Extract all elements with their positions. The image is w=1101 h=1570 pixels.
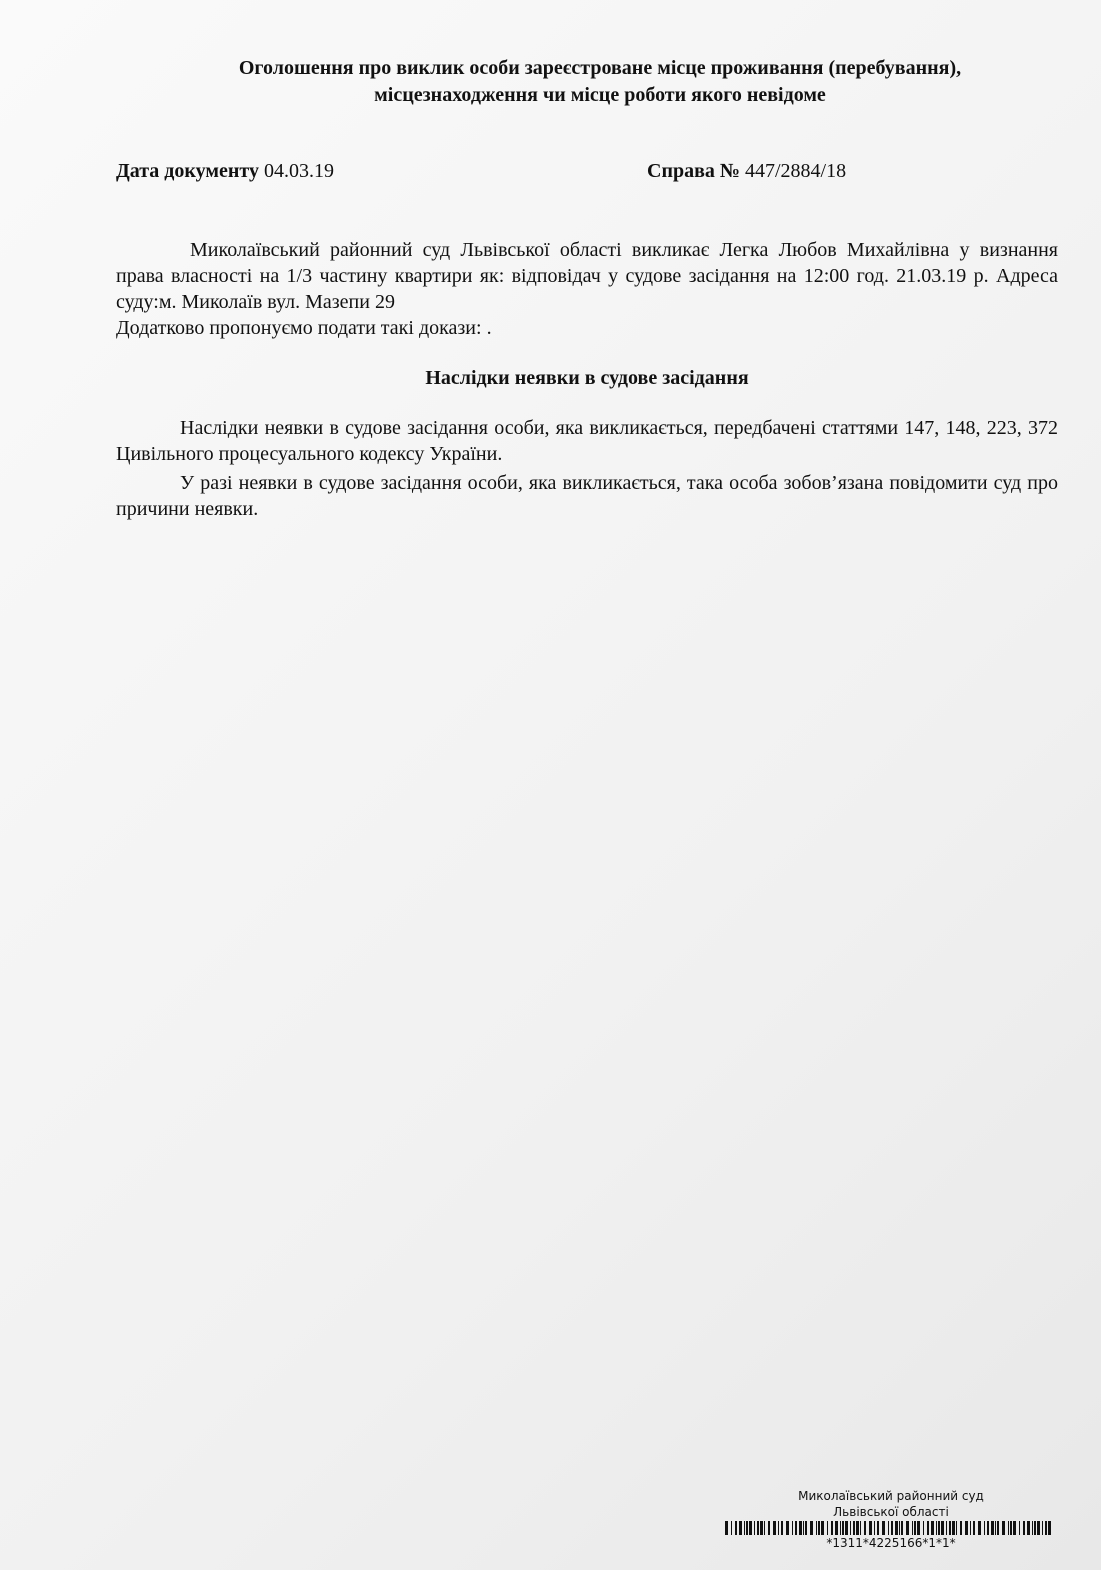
barcode-bar (1027, 1521, 1030, 1535)
barcode-bar (746, 1521, 748, 1535)
barcode-bar (805, 1521, 807, 1535)
barcode-bar (938, 1521, 940, 1535)
barcode-bar (997, 1521, 999, 1535)
barcode-bar (856, 1521, 859, 1535)
case-value: 447/2884/18 (745, 160, 847, 182)
barcode-bar (1032, 1521, 1033, 1535)
consequences-heading: Наслідки неявки в судове засідання (425, 367, 749, 389)
barcode-bar (1008, 1521, 1009, 1535)
case-label: Справа № (647, 160, 740, 182)
barcode-bar (781, 1521, 783, 1535)
barcode-bar (764, 1521, 765, 1535)
barcode-bar (978, 1521, 981, 1535)
barcode-bar (773, 1521, 776, 1535)
barcode-bar (821, 1521, 824, 1535)
barcode-bar (1019, 1521, 1020, 1535)
barcode-bar (1048, 1521, 1051, 1535)
barcode-bar (845, 1521, 848, 1535)
barcode-bar (984, 1521, 985, 1535)
barcode-bar (869, 1521, 872, 1535)
barcode-bar (1037, 1521, 1040, 1535)
summons-text: Миколаївський районний суд Львівської області викликає Легка Любов Михайлівна у визнання права власності на 1/3 частину квартири як: відповідач у судове засідання на 12:00 год. 21.03.19 р. Адреса суду:м. Миколаїв вул. Мазепи 29 (116, 239, 1058, 313)
barcode-bar (860, 1521, 861, 1535)
barcode-bar (768, 1521, 770, 1535)
barcode-bar (731, 1521, 732, 1535)
title-line-1: Оголошення про виклик особи зареєстроване місце проживання (перебування), (238, 57, 962, 79)
barcode-bar (914, 1521, 916, 1535)
barcode-bar (1002, 1521, 1005, 1535)
barcode-bar (931, 1521, 934, 1535)
barcode-bar (899, 1521, 900, 1535)
barcode-bar (888, 1521, 889, 1535)
barcode-bar (725, 1521, 728, 1535)
barcode-bar (960, 1521, 962, 1535)
barcode-bar (835, 1521, 838, 1535)
consequences-paragraph-2: У разі неявки в судове засідання особи, яка викликається, така особа зобов’язана повідомити суд про причини неявки. (116, 472, 1058, 520)
barcode-bar (778, 1521, 779, 1535)
barcode-bar (987, 1521, 989, 1535)
title-line-2: місцезнаходження чи місце роботи якого невідоме (374, 84, 826, 106)
barcode-bar (757, 1521, 759, 1535)
barcode-bar (1045, 1521, 1047, 1535)
barcode-bar (949, 1521, 951, 1535)
barcode-bar (952, 1521, 955, 1535)
barcode-bar (840, 1521, 841, 1535)
barcode-bar (882, 1521, 885, 1535)
consequences-paragraph-1: Наслідки неявки в судове засідання особи, яка викликається, передбачені статтями 147, 148, 223, 372 Цивільного процесуального кодексу України. (116, 417, 1058, 465)
barcode-bar (818, 1521, 820, 1535)
barcode-bar (1010, 1521, 1012, 1535)
barcode-bar (923, 1521, 924, 1535)
barcode-bar (864, 1521, 866, 1535)
barcode-bar (946, 1521, 947, 1535)
barcode-bar (912, 1521, 913, 1535)
barcode-bar (941, 1521, 944, 1535)
barcode-bar (799, 1521, 802, 1535)
barcode-bar (842, 1521, 844, 1535)
barcode-bar (739, 1521, 742, 1535)
barcode-bar (917, 1521, 920, 1535)
barcode-bar (792, 1521, 793, 1535)
barcode-bar (1023, 1521, 1025, 1535)
barcode-bar (1013, 1521, 1016, 1535)
barcode-bar (803, 1521, 804, 1535)
barcode-bar (853, 1521, 855, 1535)
barcode-number: *1311*4225166*1*1* (826, 1536, 956, 1550)
barcode-bar (895, 1521, 898, 1535)
case-number (647, 160, 846, 183)
barcode-bar (735, 1521, 737, 1535)
barcode-bar (956, 1521, 957, 1535)
barcode-bar (795, 1521, 797, 1535)
barcode-bar (906, 1521, 909, 1535)
barcode-bar (1034, 1521, 1036, 1535)
barcode-bar (754, 1521, 755, 1535)
stamp-line-1: Миколаївський районний суд (798, 1489, 984, 1503)
barcode-bar (901, 1521, 903, 1535)
barcode-bar (1042, 1521, 1043, 1535)
summons-section (116, 237, 1058, 341)
document-title (100, 55, 1100, 109)
date-label: Дата документу (116, 160, 259, 182)
barcode-bar (744, 1521, 745, 1535)
barcode-bar (973, 1521, 975, 1535)
document-date (116, 160, 334, 183)
barcode-bar (991, 1521, 994, 1535)
consequences-section (116, 415, 1058, 522)
barcode (725, 1521, 1057, 1535)
barcode-bar (810, 1521, 813, 1535)
barcode-bar (927, 1521, 929, 1535)
date-value: 04.03.19 (264, 160, 334, 182)
court-stamp (725, 1488, 1057, 1551)
barcode-bar (877, 1521, 879, 1535)
barcode-bar (965, 1521, 968, 1535)
barcode-bar (831, 1521, 833, 1535)
barcode-bar (786, 1521, 789, 1535)
barcode-bar (850, 1521, 851, 1535)
barcode-bar (874, 1521, 875, 1535)
barcode-bar (827, 1521, 828, 1535)
barcode-bar (760, 1521, 763, 1535)
barcode-bar (816, 1521, 817, 1535)
barcode-bar (749, 1521, 752, 1535)
evidence-text: Додатково пропонуємо подати такі докази: . (116, 317, 492, 339)
stamp-line-2: Львівської області (833, 1505, 949, 1519)
barcode-bar (936, 1521, 937, 1535)
barcode-bar (995, 1521, 996, 1535)
barcode-bar (970, 1521, 971, 1535)
barcode-bar (891, 1521, 893, 1535)
